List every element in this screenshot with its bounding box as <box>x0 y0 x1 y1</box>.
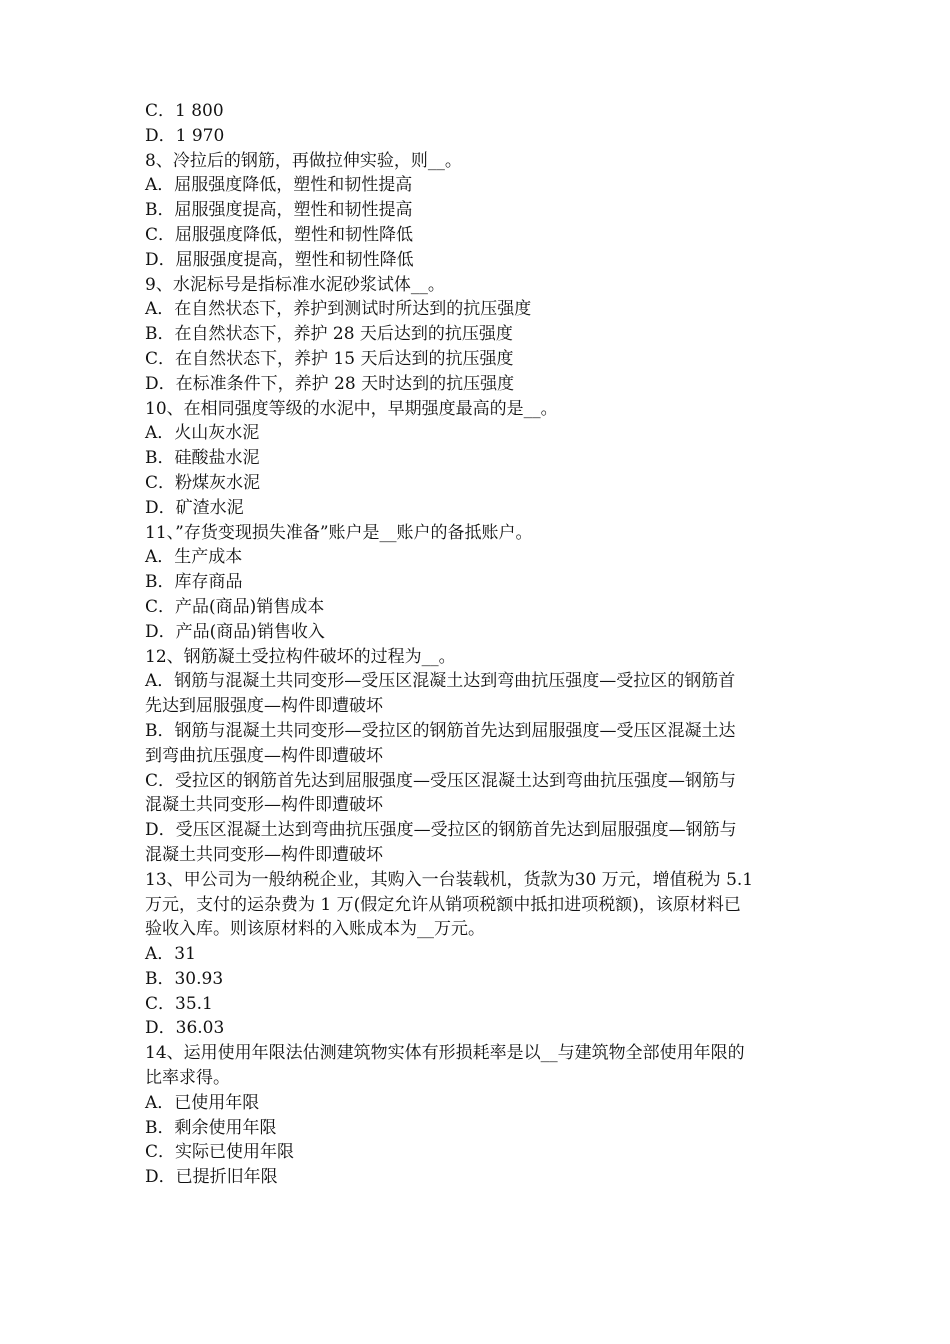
question-13-option-b: B．30.93 <box>145 968 224 989</box>
question-8-option-a: A．屈服强度降低，塑性和韧性提高 <box>145 175 413 196</box>
question-10-stem: 10、在相同强度等级的水泥中，早期强度最高的是__。 <box>145 398 558 419</box>
question-11-option-d: D．产品(商品)销售收入 <box>145 621 325 642</box>
question-14-stem-cont: 比率求得。 <box>145 1068 230 1089</box>
question-14-option-d: D．已提折旧年限 <box>145 1167 278 1188</box>
question-8-option-d: D．屈服强度提高，塑性和韧性降低 <box>145 249 414 270</box>
question-10-option-b: B．硅酸盐水泥 <box>145 448 260 469</box>
question-14-stem: 14、运用使用年限法估测建筑物实体有形损耗率是以__与建筑物全部使用年限的 <box>145 1043 745 1064</box>
question-14-option-c: C．实际已使用年限 <box>145 1142 295 1163</box>
question-14-option-b: B．剩余使用年限 <box>145 1117 277 1138</box>
question-9-option-c: C．在自然状态下，养护 15 天后达到的抗压强度 <box>145 348 514 369</box>
text-line: D．1 970 <box>145 125 225 146</box>
question-12-option-b-cont: 到弯曲抗压强度—构件即遭破坏 <box>145 745 383 766</box>
question-12-option-c-cont: 混凝土共同变形—构件即遭破坏 <box>145 795 383 816</box>
question-9-option-b: B．在自然状态下，养护 28 天后达到的抗压强度 <box>145 324 513 345</box>
question-10-option-c: C．粉煤灰水泥 <box>145 472 261 493</box>
question-9-stem: 9、水泥标号是指标准水泥砂浆试体__。 <box>145 274 445 295</box>
question-12-option-d: D．受压区混凝土达到弯曲抗压强度—受拉区的钢筋首先达到屈服强度—钢筋与 <box>145 820 737 841</box>
question-8-option-c: C．屈服强度降低，塑性和韧性降低 <box>145 224 414 245</box>
question-14-option-a: A．已使用年限 <box>145 1092 260 1113</box>
question-11-stem: 11、”存货变现损失准备”账户是__账户的备抵账户。 <box>145 522 533 543</box>
question-10-option-d: D．矿渣水泥 <box>145 497 244 518</box>
question-8-stem: 8、冷拉后的钢筋，再做拉伸实验，则__。 <box>145 150 462 171</box>
text-line: C．1 800 <box>145 101 224 121</box>
question-10-option-a: A．火山灰水泥 <box>145 423 260 444</box>
question-12-option-d-cont: 混凝土共同变形—构件即遭破坏 <box>145 844 383 865</box>
question-12-option-c: C．受拉区的钢筋首先达到屈服强度—受压区混凝土达到弯曲抗压强度—钢筋与 <box>145 770 737 791</box>
question-13-option-a: A．31 <box>145 944 196 965</box>
question-11-option-b: B．库存商品 <box>145 572 243 593</box>
question-9-option-a: A．在自然状态下，养护到测试时所达到的抗压强度 <box>145 299 532 320</box>
question-12-stem: 12、钢筋凝土受拉构件破坏的过程为__。 <box>145 646 456 667</box>
question-13-option-d: D．36.03 <box>145 1018 225 1039</box>
question-13-stem-cont: 万元，支付的运杂费为 1 万(假定允许从销项税额中抵扣进项税额)，该原材料已 <box>145 894 741 915</box>
question-13-stem-cont: 验收入库。则该原材料的入账成本为__万元。 <box>145 919 485 940</box>
question-12-option-a-cont: 先达到屈服强度—构件即遭破坏 <box>145 696 383 717</box>
document-body <box>145 99 815 1190</box>
question-8-option-b: B．屈服强度提高，塑性和韧性提高 <box>145 200 413 221</box>
question-9-option-d: D．在标准条件下，养护 28 天时达到的抗压强度 <box>145 373 515 394</box>
question-11-option-c: C．产品(商品)销售成本 <box>145 596 325 617</box>
question-13-stem: 13、甲公司为一般纳税企业，其购入一台装载机，货款为30 万元，增值税为 5.1 <box>145 869 754 890</box>
question-12-option-a: A．钢筋与混凝土共同变形—受压区混凝土达到弯曲抗压强度—受拉区的钢筋首 <box>145 671 736 692</box>
question-13-option-c: C．35.1 <box>145 993 213 1014</box>
question-12-option-b: B．钢筋与混凝土共同变形—受拉区的钢筋首先达到屈服强度—受压区混凝土达 <box>145 720 736 741</box>
question-11-option-a: A．生产成本 <box>145 547 243 568</box>
